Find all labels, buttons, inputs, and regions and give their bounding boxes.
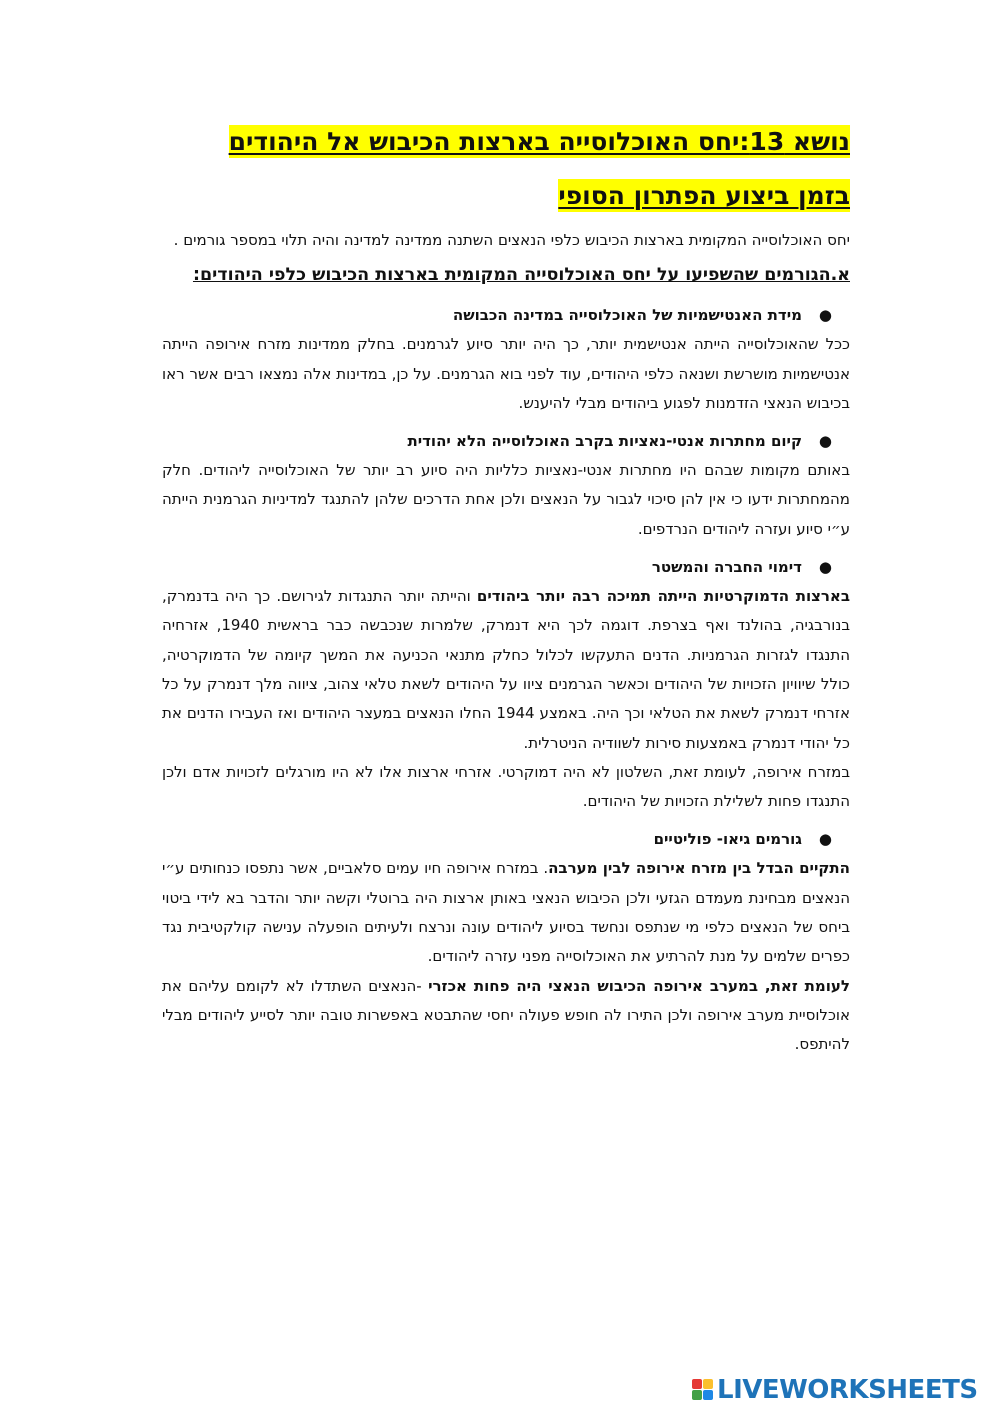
liveworksheets-logo[interactable] xyxy=(692,1376,978,1404)
bullet-dot-icon: ● xyxy=(818,306,832,325)
paragraph-east-europe: במזרח אירופה, לעומת זאת, השלטון לא היה דמוקרטי. אזרחי ארצות אלו לא היו מורגלים לזכויות אדם ולכן התנגדו פחות לשלילת הזכויות של היהודים. xyxy=(162,762,850,811)
intro-paragraph: יחס האוכלוסייה המקומית בארצות הכיבוש כלפי הנאצים השתנה ממדינה למדינה והיה תלוי במספר גורמים . xyxy=(173,231,850,249)
logo-text: LIVEWORKSHEETS xyxy=(717,1375,978,1405)
title-line-2: בזמן ביצוע הפתרון הסופי xyxy=(558,181,850,210)
bold-phrase: לעומת זאת, במערב אירופה הכיבוש הנאצי היה פחות אכזרי xyxy=(428,976,850,995)
paragraph-undergrounds: באותם מקומות שבהם היו מחתרות אנטי-נאציות כלליות היה סיוע רב יותר של האוכלוסייה ליהודים. חלק מהמחתרות ידעו כי אין להן סיכוי לגבור על הנאצים ולכן אחת הדרכים שלהן להתנגד למדיניות הגרמנית הייתה ע״י סיוע ועזרה ליהודים הנרדפים. xyxy=(162,461,850,538)
document-body xyxy=(162,118,850,1060)
bold-phrase: התקיים הבדל בין מזרח אירופה לבין מערבה xyxy=(548,859,850,878)
paragraph-geopolitical xyxy=(162,854,850,971)
section-a-heading: א.הגורמים שהשפיעו על יחס האוכלוסייה המקומית בארצות הכיבוש כלפי היהודים: xyxy=(192,265,850,286)
bullet-heading-society-regime xyxy=(162,554,850,580)
page-title xyxy=(162,118,850,220)
bold-phrase: בארצות הדמוקרטיות הייתה תמיכה רבה יותר ביהודים xyxy=(476,587,851,606)
bullet-heading-antisemitism xyxy=(162,302,850,328)
bullet-heading-undergrounds xyxy=(162,428,850,454)
title-line-1: נושא 13:יחס האוכלוסייה בארצות הכיבוש אל היהודים xyxy=(228,127,850,156)
bullet-heading-text: דימוי החברה והמשטר xyxy=(651,558,802,577)
bullet-heading-geopolitical xyxy=(162,826,850,852)
bullet-heading-text: גורמים גיאו- פוליטיים xyxy=(653,830,802,849)
paragraph-text: -הנאצים השתדלו לא לקומם עליהם את אוכלוסיית מערב אירופה ולכן התירו לה חופש פעולה יחסי שהתבטא באפשרות טובה יותר לסייע ליהודים מבלי להיתפס. xyxy=(162,976,850,1054)
logo-blocks-icon xyxy=(692,1379,714,1401)
paragraph-text: . במזרח אירופה חיו עמים סלאביים, אשר נתפסו כנחותים ע״י הנאצים מבחינת מעמדם הגזעי ולכן הכיבוש הנאצי באותן ארצות היה ברוטלי וקשה יותר והדבר בא לידי ביטוי ביחס של הנאצים כלפי מי שנתפס ונחשד בסיוע ליהודים עונה ונרצח ולעיתים הופעלה ענישה קולקטיבית נגד כפרים שלמים על מנת להרתיע את האוכלוסייה מפני עזרה ליהודים. xyxy=(162,859,850,966)
paragraph-text: והייתה יותר התנגדות לגירושם. כך היה בדנמרק, בנורבגיה, בהולנד ואף בצרפת. דוגמה לכך היא דנמרק, שלמרות שנכבשה כבר בראשית 1940, אזרחיה התנגדו לגזרות הגרמניות. הדנים התעקשו לכלול כחלק מתנאי הכניעה את המשך קיומה של הדמוקרטיה, כולל שיוויון הזכויות של היהודים וכאשר הגרמנים ציוו על היהודים לשאת טלאי צהוב, ציווה מלך דנמרק על כל אזרחי דנמרק לשאת את הטלאי וכך היה. באמצע 1944 החלו הנאצים במעצר היהודים ואז העבירו הדנים את כל יהודי דנמרק באמצעות סירות לשוודיה הניטרלית. xyxy=(162,587,850,752)
bullet-dot-icon: ● xyxy=(818,432,832,451)
paragraph-west-europe xyxy=(162,972,850,1060)
bullet-dot-icon: ● xyxy=(818,830,832,849)
paragraph-antisemitism: ככל שהאוכלוסייה הייתה אנטישמית יותר, כך היה יותר סיוע לגרמנים. בחלק ממדינות מזרח אירופה הייתה אנטישמיות מושרשת ושנאה כלפי היהודים, עוד לפני בוא הגרמנים. על כן, במדינות אלה נמצאו רבים אשר ראו בכיבוש הנאצי הזדמנות לפגוע ביהודים מבלי להיענש. xyxy=(162,335,850,412)
bullet-heading-text: מידת האנטישמיות של האוכלוסייה במדינה הכבושה xyxy=(452,306,802,325)
bullet-heading-text: קיום מחתרות אנטי-נאציות בקרב האוכלוסייה הלא יהודית xyxy=(407,432,802,451)
paragraph-society-regime xyxy=(162,582,850,758)
bullet-dot-icon: ● xyxy=(818,558,832,577)
